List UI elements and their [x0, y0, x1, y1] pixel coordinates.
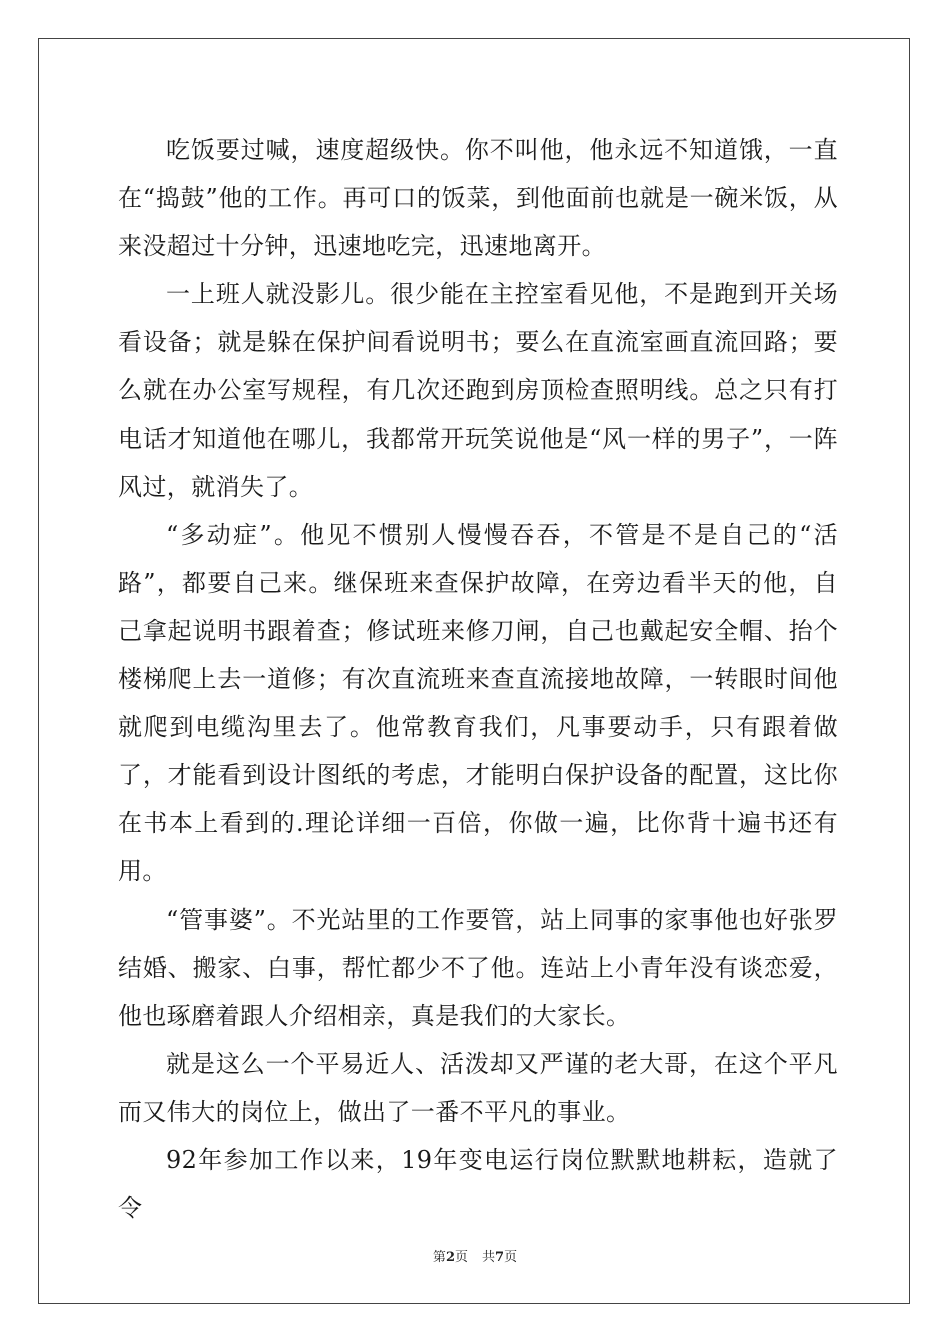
paragraph-5: 就是这么一个平易近人、活泼却又严谨的老大哥，在这个平凡而又伟大的岗位上，做出了一番不平凡的事业。 [118, 1049, 838, 1126]
page-suffix: 页 [454, 1250, 468, 1265]
total-prefix: 共 [482, 1250, 496, 1265]
page-indicator [433, 1250, 468, 1265]
page-footer [0, 1246, 950, 1265]
total-suffix: 页 [504, 1250, 518, 1265]
page-prefix: 第 [432, 1250, 446, 1265]
paragraph-3: “多动症”。他见不惯别人慢慢吞吞，不管是不是自己的“活路”，都要自己来。继保班来查保护故障，在旁边看半天的他，自己拿起说明书跟着查；修试班来修刀闸，自己也戴起安全帽、抬个楼梯爬上去一道修；有次直流班来查直流接地故障，一转眼时间他就爬到电缆沟里去了。他常教育我们，凡事要动手，只有跟着做了，才能看到设计图纸的考虑，才能明白保护设备的配置，这比你在书本上看到的.理论详细一百倍，你做一遍，比你背十遍书还有用。 [118, 520, 838, 886]
total-page-number: 7 [495, 1250, 505, 1265]
paragraph-4: “管事婆”。不光站里的工作要管，站上同事的家事他也好张罗结婚、搬家、白事，帮忙都少不了他。连站上小青年没有谈恋爱，他也琢磨着跟人介绍相亲，真是我们的大家长。 [118, 905, 838, 1030]
document-body [118, 126, 838, 1232]
current-page-number: 2 [445, 1250, 455, 1265]
total-pages-indicator [482, 1250, 517, 1265]
paragraph-2: 一上班人就没影儿。很少能在主控室看见他，不是跑到开关场看设备；就是躲在保护间看说明书；要么在直流室画直流回路；要么就在办公室写规程，有几次还跑到房顶检查照明线。总之只有打电话才知道他在哪儿，我都常开玩笑说他是“风一样的男子”，一阵风过，就消失了。 [118, 280, 838, 501]
paragraph-6: 92年参加工作以来，19年变电运行岗位默默地耕耘，造就了令 [118, 1145, 838, 1223]
paragraph-1: 吃饭要过喊，速度超级快。你不叫他，他永远不知道饿，一直在“捣鼓”他的工作。再可口的饭菜，到他面前也就是一碗米饭，从来没超过十分钟，迅速地吃完，迅速地离开。 [118, 136, 838, 261]
